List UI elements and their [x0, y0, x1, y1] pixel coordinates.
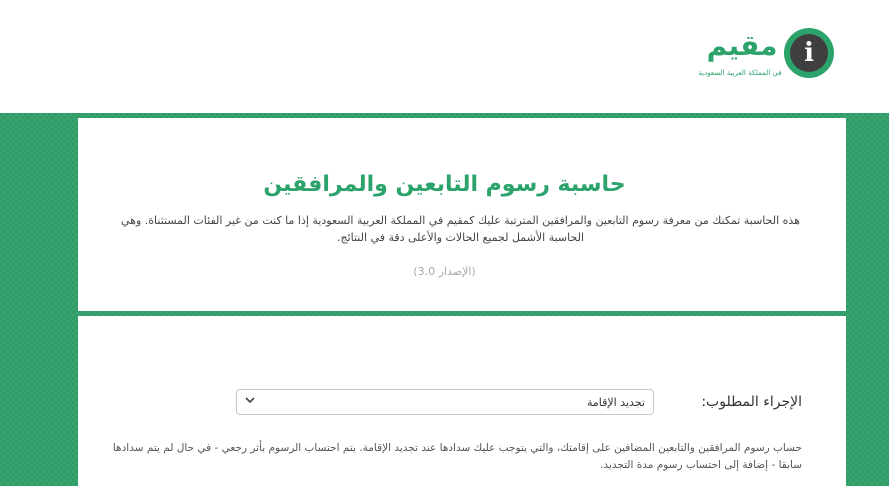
top-header: [0, 0, 889, 113]
info-circle-icon: [784, 28, 834, 78]
page-title: حاسبة رسوم التابعين والمرافقين: [263, 172, 626, 197]
action-select-value: تجديد الإقامة: [587, 395, 645, 409]
action-select[interactable]: [236, 389, 654, 415]
logo-subtitle: في المملكة العربية السعودية: [698, 69, 782, 77]
logo-badge-glyph: i: [790, 34, 828, 72]
action-help-text: حساب رسوم المرافقين والتابعين المضافين على إقامتك، والتي يتوجب عليك سدادها عند تجديد الإقامة. يتم احتساب الرسوم بأثر رجعي - في حال لم يتم سدادها سابقا - إضافة إلى احتساب رسوم مدة التجديد.: [112, 442, 802, 471]
muqeem-logo[interactable]: [696, 26, 838, 86]
logo-text: مقيم: [706, 29, 778, 62]
calculator-description: هذه الحاسبة تمكنك من معرفة رسوم التابعين والمرافقين المترتبة عليك كمقيم في المملكة العربية السعودية إذا ما كنت من غير الفئات المستثناة. وهي الحاسبة الأشمل لجميع الحالات والأعلى دقة في النتائج.: [121, 214, 800, 244]
version-label: (الإصدار 3.0): [413, 265, 476, 278]
action-label: الإجراء المطلوب:: [701, 394, 802, 410]
chevron-down-icon: [245, 397, 255, 407]
